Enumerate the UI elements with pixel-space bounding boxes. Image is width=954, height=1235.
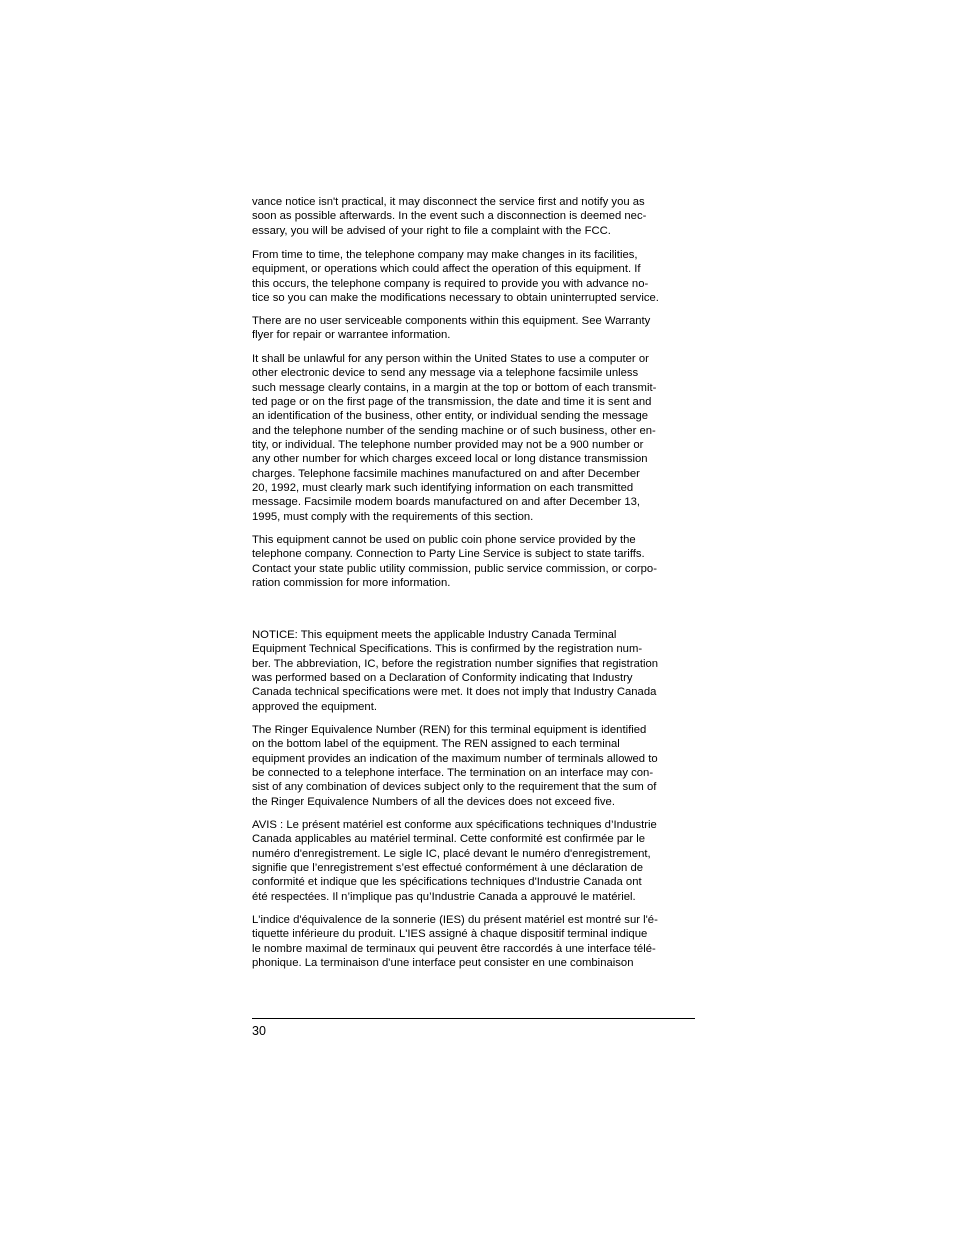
text-line: It shall be unlawful for any person within the United States to use a computer or bbox=[252, 353, 649, 365]
text-line: approved the equipment. bbox=[252, 700, 377, 713]
text-line: soon as possible afterwards. In the event such a disconnection is deemed nec- bbox=[252, 210, 647, 223]
paragraph-ies-french bbox=[252, 913, 704, 970]
text-line: other electronic device to send any message via a telephone facsimile unless bbox=[252, 367, 639, 380]
text-line: le nombre maximal de terminaux qui peuvent être raccordés à une interface télé- bbox=[252, 942, 656, 955]
text-line: L'indice d'équivalence de la sonnerie (IES) du présent matériel est montré sur l'é- bbox=[252, 914, 658, 926]
text-line: 1995, must comply with the requirements of this section. bbox=[252, 510, 534, 523]
text-line: There are no user serviceable components within this equipment. See Warranty bbox=[252, 315, 651, 327]
text-line: Canada applicables au matériel terminal. Cette conformité est confirmée par le bbox=[252, 833, 646, 846]
text-line: 20, 1992, must clearly mark such identifying information on each transmitted bbox=[252, 482, 634, 495]
text-line: on the bottom label of the equipment. The REN assigned to each terminal bbox=[252, 738, 620, 751]
text-line: tity, or individual. The telephone number provided may not be a 900 number or bbox=[252, 439, 644, 452]
paragraph-ringer-equivalence-number bbox=[252, 723, 704, 809]
text-line: telephone company. Connection to Party Line Service is subject to state tariffs. bbox=[252, 548, 645, 561]
text-line: the Ringer Equivalence Numbers of all the devices does not exceed five. bbox=[252, 795, 615, 808]
page-number: 30 bbox=[252, 1024, 266, 1038]
text-line: Canada technical specifications were met. It does not imply that Industry Canada bbox=[252, 686, 657, 699]
text-line: The Ringer Equivalence Number (REN) for this terminal equipment is identified bbox=[252, 724, 647, 736]
text-line: signifie que l’enregistrement s’est effectué conformément à une déclaration de bbox=[252, 862, 644, 875]
text-line: ber. The abbreviation, IC, before the registration number signifies that registration bbox=[252, 657, 659, 670]
text-line: Contact your state public utility commission, public service commission, or corpo- bbox=[252, 562, 657, 575]
text-line: numéro d'enregistrement. Le sigle IC, placé devant le numéro d'enregistrement, bbox=[252, 847, 651, 860]
text-line: From time to time, the telephone company may make changes in its facilities, bbox=[252, 249, 638, 261]
text-line: conformité et indique que les spécifications techniques d'Industrie Canada ont bbox=[252, 876, 642, 889]
text-line: essary, you will be advised of your right to file a complaint with the FCC. bbox=[252, 224, 611, 237]
text-line: such message clearly contains, in a margin at the top or bottom of each transmit- bbox=[252, 381, 657, 394]
text-line: equipment provides an indication of the maximum number of terminals allowed to bbox=[252, 752, 658, 765]
paragraph-avis-french bbox=[252, 818, 704, 904]
text-line: any other number for which charges exceed local or long distance transmission bbox=[252, 453, 648, 466]
text-line: AVIS : Le présent matériel est conforme aux spécifications techniques d’Industrie bbox=[252, 819, 657, 831]
text-line: sist of any combination of devices subject only to the requirement that the sum of bbox=[252, 781, 657, 794]
text-line: ration commission for more information. bbox=[252, 577, 451, 590]
text-line: Equipment Technical Specifications. This is confirmed by the registration num- bbox=[252, 643, 643, 656]
text-line: flyer for repair or warrantee information. bbox=[252, 329, 451, 342]
text-line: an identification of the business, other entity, or individual sending the message bbox=[252, 410, 649, 423]
text-line: and the telephone number of the sending machine or of such business, other en- bbox=[252, 424, 656, 437]
paragraph-facsimile-rules bbox=[252, 352, 704, 524]
text-line: NOTICE: This equipment meets the applicable Industry Canada Terminal bbox=[252, 629, 617, 641]
text-line: tiquette inférieure du produit. L'IES assigné à chaque dispositif terminal indique bbox=[252, 928, 648, 941]
paragraph-coin-phone-service bbox=[252, 533, 704, 590]
text-line: message. Facsimile modem boards manufactured on and after December 13, bbox=[252, 496, 641, 509]
text-line: equipment, or operations which could affect the operation of this equipment. If bbox=[252, 263, 641, 276]
paragraph-fcc-disconnection bbox=[252, 195, 704, 238]
paragraph-user-serviceable bbox=[252, 314, 704, 343]
paragraph-industry-canada-notice bbox=[252, 628, 704, 714]
text-line: vance notice isn't practical, it may disconnect the service first and notify you as bbox=[252, 196, 645, 208]
text-line: charges. Telephone facsimile machines manufactured on and after December bbox=[252, 467, 640, 480]
text-line: was performed based on a Declaration of Conformity indicating that Industry bbox=[252, 672, 633, 685]
footer-rule bbox=[252, 1018, 695, 1019]
text-line: ted page or on the first page of the transmission, the date and time it is sent and bbox=[252, 396, 652, 409]
text-line: phonique. La terminaison d'une interface peut consister en une combinaison bbox=[252, 957, 634, 970]
text-line: tice so you can make the modifications necessary to obtain uninterrupted service. bbox=[252, 292, 659, 305]
text-line: this occurs, the telephone company is required to provide you with advance no- bbox=[252, 277, 649, 290]
text-line: be connected to a telephone interface. The termination on an interface may con- bbox=[252, 767, 654, 780]
text-line: This equipment cannot be used on public coin phone service provided by the bbox=[252, 534, 636, 546]
paragraph-telephone-company-changes bbox=[252, 248, 704, 305]
text-line: été respectées. Il n’implique pas qu’Industrie Canada a approuvé le matériel. bbox=[252, 890, 636, 903]
